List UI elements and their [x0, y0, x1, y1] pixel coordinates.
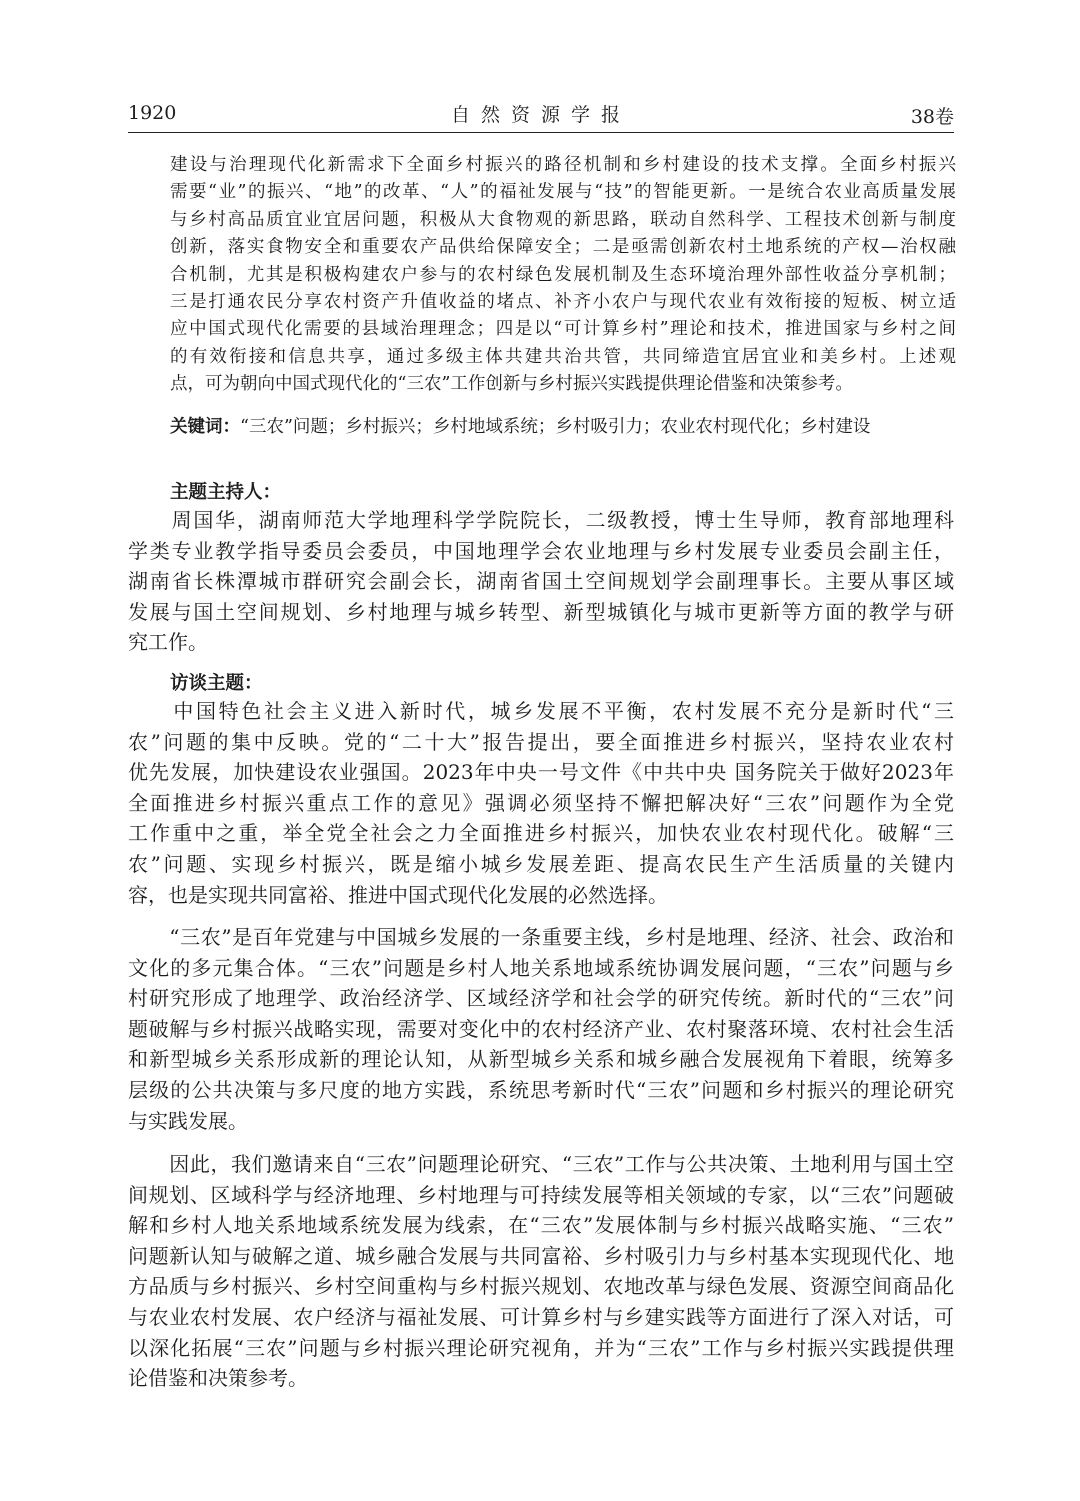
paragraph-line: 农”问题的集中反映。党的“二十大”报告提出，要全面推进乡村振兴，坚持农业农村 — [128, 729, 954, 754]
keywords-label: 关键词： — [170, 417, 240, 437]
host-heading: 主题主持人： — [170, 482, 282, 503]
paragraph-line: 优先发展，加快建设农业强国。2023年中央一号文件《中共中央 国务院关于做好2023年 — [128, 760, 954, 785]
topic-heading: 访谈主题： — [170, 673, 263, 694]
paragraph-line: 解和乡村人地关系地域系统发展为线索，在“三农”发展体制与乡村振兴战略实施、“三农” — [128, 1213, 954, 1238]
abstract-line: 的有效衔接和信息共享，通过多级主体共建共治共管，共同缔造宜居宜业和美乡村。上述观 — [170, 346, 956, 367]
host-line: 湖南省长株潭城市群研究会副会长，湖南省国土空间规划学会副理事长。主要从事区域 — [128, 569, 954, 594]
topic-paragraph-1 — [128, 696, 954, 910]
abstract-line: 合机制，尤其是积极构建农户参与的农村绿色发展机制及生态环境治理外部性收益分享机制； — [170, 264, 956, 285]
abstract-line: 需要“业”的振兴、“地”的改革、“人”的福祉发展与“技”的智能更新。一是统合农业高质量发展 — [170, 182, 956, 203]
paragraph-line: 中国特色社会主义进入新时代，城乡发展不平衡，农村发展不充分是新时代“三 — [128, 699, 954, 723]
paragraph-line: 文化的多元集合体。“三农”问题是乡村人地关系地域系统协调发展问题，“三农”问题与乡 — [128, 955, 954, 980]
paragraph-line: 层级的公共决策与多尺度的地方实践，系统思考新时代“三农”问题和乡村振兴的理论研究 — [128, 1077, 954, 1102]
host-line: 究工作。 — [128, 630, 208, 655]
paragraph-line: 农”问题、实现乡村振兴，既是缩小城乡发展差距、提高农民生产生活质量的关键内 — [128, 851, 954, 876]
paragraph-line: 论借鉴和决策参考。 — [128, 1366, 308, 1391]
abstract-line: 应中国式现代化需要的县域治理理念；四是以“可计算乡村”理论和技术，推进国家与乡村之间 — [170, 319, 956, 340]
paragraph-line: 因此，我们邀请来自“三农”问题理论研究、“三农”工作与公共决策、土地利用与国土空 — [128, 1152, 954, 1176]
host-line: 周国华，湖南师范大学地理科学学院院长，二级教授，博士生导师，教育部地理科 — [128, 508, 954, 532]
paragraph-line: 全面推进乡村振兴重点工作的意见》强调必须坚持不懈把解决好“三农”问题作为全党 — [128, 790, 954, 815]
paragraph-line: 问题新认知与破解之道、城乡融合发展与共同富裕、乡村吸引力与乡村基本实现现代化、地 — [128, 1243, 954, 1268]
running-header — [128, 96, 954, 133]
abstract-line: 创新，落实食物安全和重要农产品供给保障安全；二是亟需创新农村土地系统的产权—治权融 — [170, 237, 956, 258]
paragraph-line: 以深化拓展“三农”问题与乡村振兴理论研究视角，并为“三农”工作与乡村振兴实践提供理 — [128, 1335, 954, 1360]
paragraph-line: 题破解与乡村振兴战略实现，需要对变化中的农村经济产业、农村聚落环境、农村社会生活 — [128, 1016, 954, 1041]
page-number: 1920 — [128, 102, 177, 124]
paragraph-line: 间规划、区域科学与经济地理、乡村地理与可持续发展等相关领域的专家，以“三农”问题破 — [128, 1182, 954, 1207]
abstract-line: 建设与治理现代化新需求下全面乡村振兴的路径机制和乡村建设的技术支撑。全面乡村振兴 — [170, 155, 956, 175]
paragraph-line: “三农”是百年党建与中国城乡发展的一条重要主线，乡村是地理、经济、社会、政治和 — [128, 925, 954, 949]
topic-paragraph-2 — [128, 922, 954, 1136]
abstract-continuation — [170, 152, 956, 399]
journal-title: 自然资源学报 — [450, 104, 631, 126]
abstract-line: 点，可为朝向中国式现代化的“三农”工作创新与乡村振兴实践提供理论借鉴和决策参考。 — [170, 374, 853, 395]
paragraph-line: 容，也是实现共同富裕、推进中国式现代化发展的必然选择。 — [128, 882, 668, 907]
abstract-line: 与乡村高品质宜业宜居问题，积极从大食物观的新思路，联动自然科学、工程技术创新与制度 — [170, 209, 956, 230]
volume-label: 38卷 — [910, 106, 954, 128]
abstract-line: 三是打通农民分享农村资产升值收益的堵点、补齐小农户与现代农业有效衔接的短板、树立适 — [170, 292, 956, 313]
paragraph-line: 工作重中之重，举全党全社会之力全面推进乡村振兴，加快农业农村现代化。破解“三 — [128, 821, 954, 846]
paragraph-line: 村研究形成了地理学、政治经济学、区域经济学和社会学的研究传统。新时代的“三农”问 — [128, 986, 954, 1011]
host-line: 发展与国土空间规划、乡村地理与城乡转型、新型城镇化与城市更新等方面的教学与研 — [128, 599, 954, 624]
paragraph-line: 与实践发展。 — [128, 1108, 248, 1133]
host-line: 学类专业教学指导委员会委员，中国地理学会农业地理与乡村发展专业委员会副主任， — [128, 538, 954, 563]
paragraph-line: 和新型城乡关系形成新的理论认知，从新型城乡关系和城乡融合发展视角下着眼，统筹多 — [128, 1047, 954, 1072]
keywords — [170, 414, 870, 441]
topic-paragraph-3 — [128, 1149, 954, 1394]
paragraph-line: 方品质与乡村振兴、乡村空间重构与乡村振兴规划、农地改革与绿色发展、资源空间商品化 — [128, 1274, 954, 1299]
host-bio — [128, 505, 954, 658]
keywords-text: “三农”问题；乡村振兴；乡村地域系统；乡村吸引力；农业农村现代化；乡村建设 — [240, 417, 871, 437]
paragraph-line: 与农业农村发展、农户经济与福祉发展、可计算乡村与乡建实践等方面进行了深入对话，可 — [128, 1304, 954, 1329]
